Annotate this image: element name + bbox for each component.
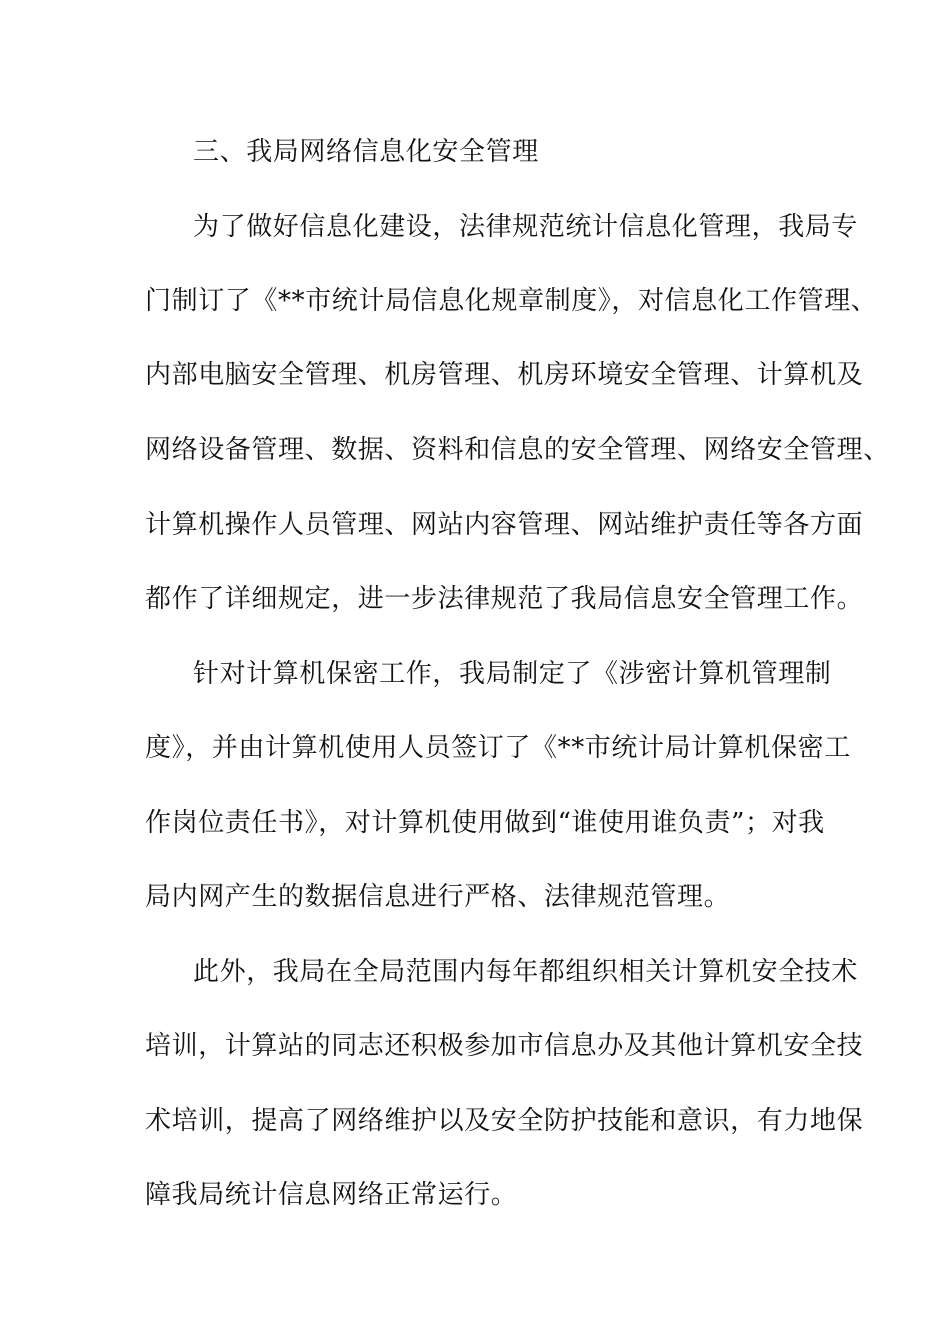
paragraph-3-line-3: 术培训，提高了网络维护以及安全防护技能和意识，有力地保: [145, 1106, 864, 1136]
paragraph-1-line-5: 计算机操作人员管理、网站内容管理、网站维护责任等各方面: [145, 510, 864, 540]
paragraph-3-line-2: 培训，计算站的同志还积极参加市信息办及其他计算机安全技: [145, 1031, 864, 1061]
paragraph-1-line-6: 都作了详细规定，进一步法律规范了我局信息安全管理工作。: [145, 584, 864, 614]
section-heading: 三、我局网络信息化安全管理: [193, 137, 539, 167]
paragraph-2-line-2: 度》，并由计算机使用人员签订了《**市统计局计算机保密工: [145, 733, 851, 763]
paragraph-1-line-1: 为了做好信息化建设，法律规范统计信息化管理，我局专: [193, 212, 859, 242]
paragraph-1-line-2: 门制订了《**市统计局信息化规章制度》，对信息化工作管理、: [145, 286, 878, 316]
paragraph-2-line-4: 局内网产生的数据信息进行严格、法律规范管理。: [145, 882, 731, 912]
paragraph-1-line-3: 内部电脑安全管理、机房管理、机房环境安全管理、计算机及: [145, 360, 864, 390]
paragraph-3-line-4: 障我局统计信息网络正常运行。: [145, 1180, 518, 1210]
paragraph-2-line-3: 作岗位责任书》，对计算机使用做到“谁使用谁负责”；对我: [145, 808, 825, 838]
paragraph-2-line-1: 针对计算机保密工作，我局制定了《涉密计算机管理制: [193, 659, 832, 689]
paragraph-1-line-4: 网络设备管理、数据、资料和信息的安全管理、网络安全管理、: [145, 435, 890, 465]
paragraph-3-line-1: 此外，我局在全局范围内每年都组织相关计算机安全技术: [193, 957, 859, 987]
